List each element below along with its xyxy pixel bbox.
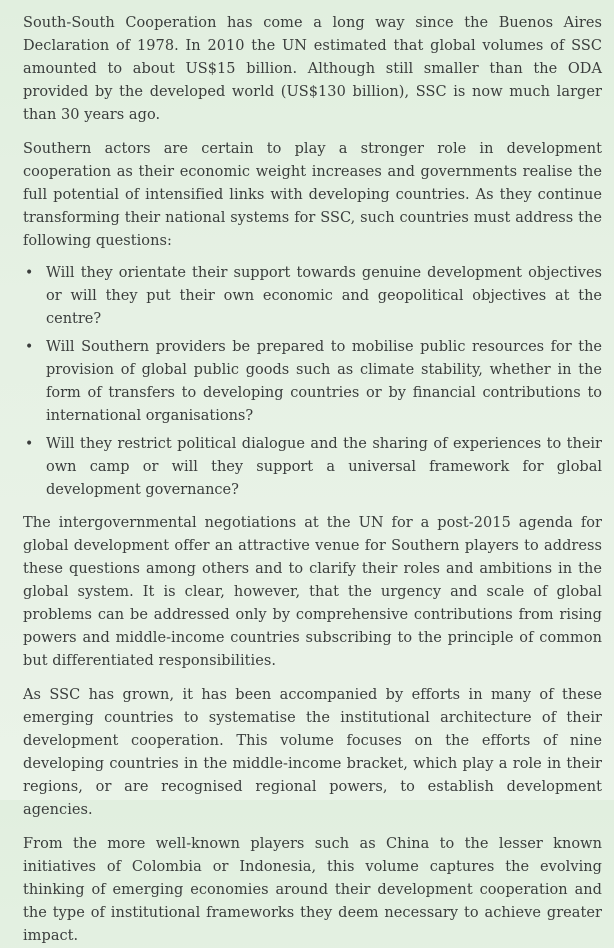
- paragraph-ssc-history: South-South Cooperation has come a long way since the Buenos Aires Declaration of 1978. In 2010 the UN estimated that global volumes of SSC amounted to about US$15 billion. Although still smaller than the ODA provided by the developed world (US$130 billion), SSC is now much larger than 30 years ago.: [23, 15, 602, 123]
- list-item-text: Will they restrict political dialogue and the sharing of experiences to their own camp or will they support a universal framework for global development governance?: [46, 436, 602, 498]
- bullet-icon: •: [25, 436, 34, 452]
- list-item: [23, 336, 602, 428]
- bullet-icon: •: [25, 265, 34, 281]
- bullet-icon: •: [25, 339, 34, 355]
- questions-list: [23, 262, 602, 502]
- paragraph-post-2015: The intergovernmental negotiations at the UN for a post-2015 agenda for global development offer an attractive venue for Southern players to address these questions among others and to clarify their roles and ambitions in the global system. It is clear, however, that the urgency and scale of global problems can be addressed only by comprehensive contributions from rising powers and middle-income countries subscribing to the principle of common but differentiated responsibilities.: [23, 515, 602, 669]
- list-item-text: Will Southern providers be prepared to mobilise public resources for the provision of global public goods such as climate stability, whether in the form of transfers to developing countries or by financial contributions to international organisations?: [46, 339, 602, 424]
- paragraph-volume-scope: From the more well-known players such as China to the lesser known initiatives of Colombia or Indonesia, this volume captures the evolving thinking of emerging economies around their development cooperation and the type of institutional frameworks they deem necessary to achieve greater impact.: [23, 836, 602, 944]
- paragraph-institutional-architecture: As SSC has grown, it has been accompanied by efforts in many of these emerging countries to systematise the institutional architecture of their development cooperation. This volume focuses on the efforts of nine developing countries in the middle-income bracket, which play a role in their regions, or are recognised regional powers, to establish development agencies.: [23, 687, 602, 818]
- paragraph-southern-actors: Southern actors are certain to play a stronger role in development cooperation as their economic weight increases and governments realise the full potential of intensified links with developing countries. As they continue transforming their national systems for SSC, such countries must address the following questions:: [23, 141, 602, 249]
- list-item: [23, 262, 602, 331]
- list-item: [23, 433, 602, 502]
- list-item-text: Will they orientate their support towards genuine development objectives or will they put their own economic and geopolitical objectives at the centre?: [46, 265, 602, 327]
